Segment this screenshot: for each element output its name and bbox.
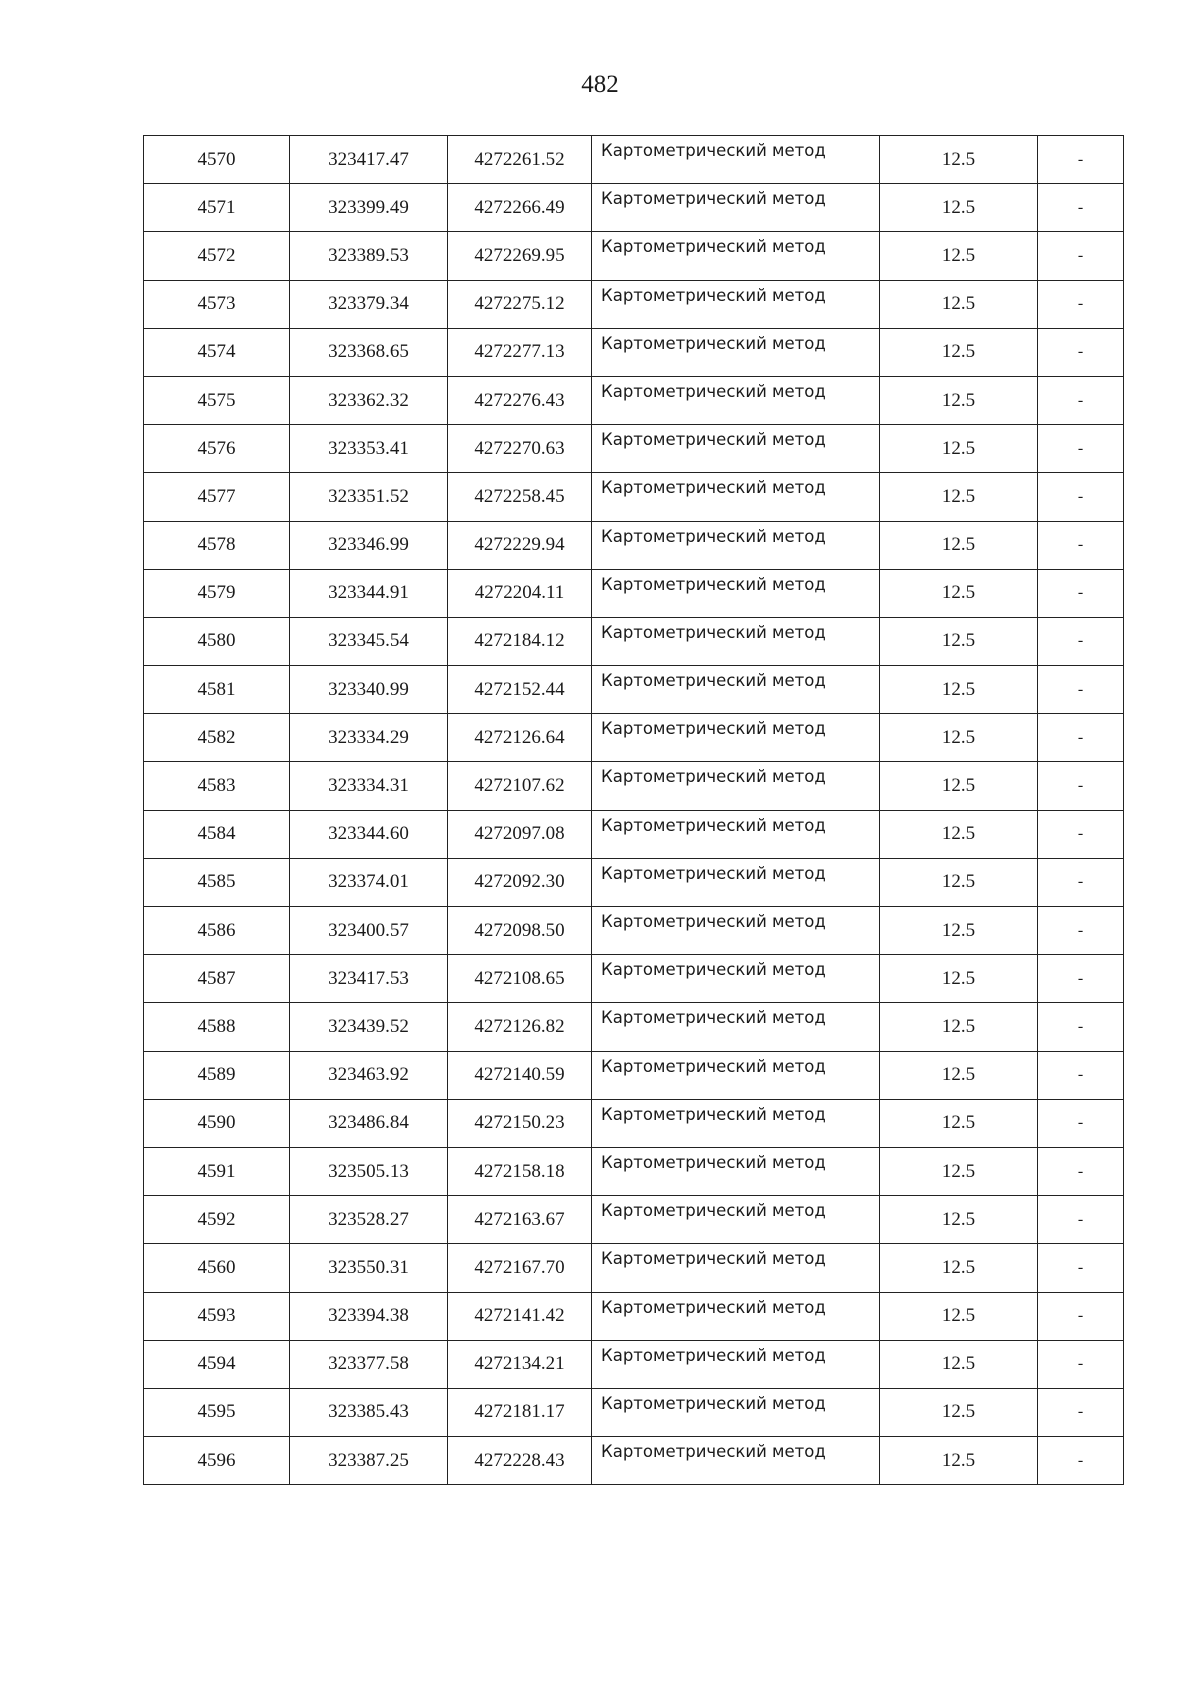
method-cell: Картометрический метод	[592, 1147, 880, 1195]
x-coordinate-cell: 323550.31	[290, 1244, 448, 1292]
x-coordinate-cell: 323417.47	[290, 136, 448, 184]
note-cell: -	[1038, 1437, 1124, 1485]
accuracy-cell: 12.5	[880, 810, 1038, 858]
accuracy-cell: 12.5	[880, 184, 1038, 232]
x-coordinate-cell: 323486.84	[290, 1099, 448, 1147]
note-cell: -	[1038, 1196, 1124, 1244]
method-cell: Картометрический метод	[592, 666, 880, 714]
point-number-cell: 4579	[144, 569, 290, 617]
x-coordinate-cell: 323377.58	[290, 1340, 448, 1388]
point-number-cell: 4571	[144, 184, 290, 232]
accuracy-cell: 12.5	[880, 1244, 1038, 1292]
y-coordinate-cell: 4272270.63	[448, 425, 592, 473]
x-coordinate-cell: 323463.92	[290, 1051, 448, 1099]
accuracy-cell: 12.5	[880, 328, 1038, 376]
y-coordinate-cell: 4272258.45	[448, 473, 592, 521]
table-row	[144, 1340, 1124, 1388]
accuracy-cell: 12.5	[880, 1099, 1038, 1147]
method-cell: Картометрический метод	[592, 714, 880, 762]
note-cell: -	[1038, 762, 1124, 810]
accuracy-cell: 12.5	[880, 762, 1038, 810]
accuracy-cell: 12.5	[880, 376, 1038, 424]
note-cell: -	[1038, 1003, 1124, 1051]
point-number-cell: 4596	[144, 1437, 290, 1485]
point-number-cell: 4592	[144, 1196, 290, 1244]
method-cell: Картометрический метод	[592, 1099, 880, 1147]
note-cell: -	[1038, 328, 1124, 376]
point-number-cell: 4590	[144, 1099, 290, 1147]
note-cell: -	[1038, 569, 1124, 617]
table-row	[144, 1292, 1124, 1340]
note-cell: -	[1038, 184, 1124, 232]
table-row	[144, 232, 1124, 280]
table-row	[144, 473, 1124, 521]
table-row	[144, 858, 1124, 906]
note-cell: -	[1038, 1292, 1124, 1340]
accuracy-cell: 12.5	[880, 136, 1038, 184]
accuracy-cell: 12.5	[880, 1051, 1038, 1099]
point-number-cell: 4570	[144, 136, 290, 184]
y-coordinate-cell: 4272108.65	[448, 955, 592, 1003]
y-coordinate-cell: 4272269.95	[448, 232, 592, 280]
note-cell: -	[1038, 1340, 1124, 1388]
method-cell: Картометрический метод	[592, 907, 880, 955]
table-row	[144, 955, 1124, 1003]
point-number-cell: 4578	[144, 521, 290, 569]
x-coordinate-cell: 323340.99	[290, 666, 448, 714]
point-number-cell: 4580	[144, 617, 290, 665]
table-row	[144, 1244, 1124, 1292]
accuracy-cell: 12.5	[880, 473, 1038, 521]
coordinates-table-body	[144, 136, 1124, 1485]
x-coordinate-cell: 323417.53	[290, 955, 448, 1003]
point-number-cell: 4589	[144, 1051, 290, 1099]
point-number-cell: 4572	[144, 232, 290, 280]
y-coordinate-cell: 4272261.52	[448, 136, 592, 184]
accuracy-cell: 12.5	[880, 280, 1038, 328]
method-cell: Картометрический метод	[592, 328, 880, 376]
table-row	[144, 1388, 1124, 1436]
y-coordinate-cell: 4272092.30	[448, 858, 592, 906]
note-cell: -	[1038, 714, 1124, 762]
note-cell: -	[1038, 376, 1124, 424]
accuracy-cell: 12.5	[880, 1003, 1038, 1051]
y-coordinate-cell: 4272167.70	[448, 1244, 592, 1292]
x-coordinate-cell: 323394.38	[290, 1292, 448, 1340]
accuracy-cell: 12.5	[880, 1437, 1038, 1485]
x-coordinate-cell: 323362.32	[290, 376, 448, 424]
x-coordinate-cell: 323389.53	[290, 232, 448, 280]
x-coordinate-cell: 323353.41	[290, 425, 448, 473]
table-row	[144, 714, 1124, 762]
y-coordinate-cell: 4272097.08	[448, 810, 592, 858]
table-row	[144, 1437, 1124, 1485]
x-coordinate-cell: 323344.60	[290, 810, 448, 858]
x-coordinate-cell: 323374.01	[290, 858, 448, 906]
y-coordinate-cell: 4272163.67	[448, 1196, 592, 1244]
note-cell: -	[1038, 1388, 1124, 1436]
method-cell: Картометрический метод	[592, 762, 880, 810]
table-row	[144, 810, 1124, 858]
y-coordinate-cell: 4272204.11	[448, 569, 592, 617]
accuracy-cell: 12.5	[880, 1147, 1038, 1195]
note-cell: -	[1038, 1147, 1124, 1195]
y-coordinate-cell: 4272275.12	[448, 280, 592, 328]
accuracy-cell: 12.5	[880, 955, 1038, 1003]
accuracy-cell: 12.5	[880, 617, 1038, 665]
method-cell: Картометрический метод	[592, 955, 880, 1003]
method-cell: Картометрический метод	[592, 569, 880, 617]
y-coordinate-cell: 4272158.18	[448, 1147, 592, 1195]
point-number-cell: 4595	[144, 1388, 290, 1436]
point-number-cell: 4574	[144, 328, 290, 376]
note-cell: -	[1038, 473, 1124, 521]
method-cell: Картометрический метод	[592, 1003, 880, 1051]
y-coordinate-cell: 4272184.12	[448, 617, 592, 665]
y-coordinate-cell: 4272276.43	[448, 376, 592, 424]
x-coordinate-cell: 323351.52	[290, 473, 448, 521]
point-number-cell: 4560	[144, 1244, 290, 1292]
method-cell: Картометрический метод	[592, 1051, 880, 1099]
x-coordinate-cell: 323385.43	[290, 1388, 448, 1436]
note-cell: -	[1038, 666, 1124, 714]
table-row	[144, 280, 1124, 328]
method-cell: Картометрический метод	[592, 376, 880, 424]
point-number-cell: 4576	[144, 425, 290, 473]
method-cell: Картометрический метод	[592, 425, 880, 473]
y-coordinate-cell: 4272181.17	[448, 1388, 592, 1436]
point-number-cell: 4582	[144, 714, 290, 762]
table-row	[144, 184, 1124, 232]
method-cell: Картометрический метод	[592, 184, 880, 232]
accuracy-cell: 12.5	[880, 1196, 1038, 1244]
y-coordinate-cell: 4272134.21	[448, 1340, 592, 1388]
x-coordinate-cell: 323379.34	[290, 280, 448, 328]
table-row	[144, 1147, 1124, 1195]
point-number-cell: 4584	[144, 810, 290, 858]
table-row	[144, 666, 1124, 714]
accuracy-cell: 12.5	[880, 1292, 1038, 1340]
method-cell: Картометрический метод	[592, 136, 880, 184]
note-cell: -	[1038, 232, 1124, 280]
method-cell: Картометрический метод	[592, 810, 880, 858]
table-row	[144, 617, 1124, 665]
point-number-cell: 4591	[144, 1147, 290, 1195]
x-coordinate-cell: 323344.91	[290, 569, 448, 617]
point-number-cell: 4577	[144, 473, 290, 521]
table-row	[144, 1003, 1124, 1051]
method-cell: Картометрический метод	[592, 1292, 880, 1340]
x-coordinate-cell: 323528.27	[290, 1196, 448, 1244]
table-row	[144, 521, 1124, 569]
accuracy-cell: 12.5	[880, 666, 1038, 714]
method-cell: Картометрический метод	[592, 1196, 880, 1244]
point-number-cell: 4573	[144, 280, 290, 328]
x-coordinate-cell: 323345.54	[290, 617, 448, 665]
note-cell: -	[1038, 1051, 1124, 1099]
accuracy-cell: 12.5	[880, 858, 1038, 906]
note-cell: -	[1038, 1099, 1124, 1147]
note-cell: -	[1038, 810, 1124, 858]
table-row	[144, 762, 1124, 810]
note-cell: -	[1038, 136, 1124, 184]
point-number-cell: 4575	[144, 376, 290, 424]
y-coordinate-cell: 4272126.64	[448, 714, 592, 762]
table-row	[144, 425, 1124, 473]
method-cell: Картометрический метод	[592, 232, 880, 280]
note-cell: -	[1038, 907, 1124, 955]
method-cell: Картометрический метод	[592, 858, 880, 906]
accuracy-cell: 12.5	[880, 1388, 1038, 1436]
point-number-cell: 4581	[144, 666, 290, 714]
table-row	[144, 328, 1124, 376]
point-number-cell: 4583	[144, 762, 290, 810]
point-number-cell: 4593	[144, 1292, 290, 1340]
x-coordinate-cell: 323368.65	[290, 328, 448, 376]
method-cell: Картометрический метод	[592, 1388, 880, 1436]
x-coordinate-cell: 323334.31	[290, 762, 448, 810]
x-coordinate-cell: 323334.29	[290, 714, 448, 762]
table-row	[144, 1051, 1124, 1099]
note-cell: -	[1038, 425, 1124, 473]
y-coordinate-cell: 4272107.62	[448, 762, 592, 810]
method-cell: Картометрический метод	[592, 1437, 880, 1485]
accuracy-cell: 12.5	[880, 425, 1038, 473]
y-coordinate-cell: 4272266.49	[448, 184, 592, 232]
method-cell: Картометрический метод	[592, 1244, 880, 1292]
y-coordinate-cell: 4272141.42	[448, 1292, 592, 1340]
point-number-cell: 4588	[144, 1003, 290, 1051]
point-number-cell: 4586	[144, 907, 290, 955]
accuracy-cell: 12.5	[880, 714, 1038, 762]
note-cell: -	[1038, 955, 1124, 1003]
x-coordinate-cell: 323387.25	[290, 1437, 448, 1485]
note-cell: -	[1038, 858, 1124, 906]
table-row	[144, 907, 1124, 955]
accuracy-cell: 12.5	[880, 569, 1038, 617]
x-coordinate-cell: 323346.99	[290, 521, 448, 569]
accuracy-cell: 12.5	[880, 521, 1038, 569]
point-number-cell: 4585	[144, 858, 290, 906]
method-cell: Картометрический метод	[592, 473, 880, 521]
table-row	[144, 136, 1124, 184]
method-cell: Картометрический метод	[592, 617, 880, 665]
y-coordinate-cell: 4272229.94	[448, 521, 592, 569]
x-coordinate-cell: 323505.13	[290, 1147, 448, 1195]
point-number-cell: 4587	[144, 955, 290, 1003]
y-coordinate-cell: 4272150.23	[448, 1099, 592, 1147]
note-cell: -	[1038, 1244, 1124, 1292]
y-coordinate-cell: 4272277.13	[448, 328, 592, 376]
method-cell: Картометрический метод	[592, 1340, 880, 1388]
x-coordinate-cell: 323400.57	[290, 907, 448, 955]
note-cell: -	[1038, 280, 1124, 328]
accuracy-cell: 12.5	[880, 1340, 1038, 1388]
x-coordinate-cell: 323439.52	[290, 1003, 448, 1051]
coordinates-table	[143, 135, 1124, 1485]
table-row	[144, 1099, 1124, 1147]
note-cell: -	[1038, 521, 1124, 569]
table-row	[144, 376, 1124, 424]
y-coordinate-cell: 4272228.43	[448, 1437, 592, 1485]
page-number: 482	[581, 71, 619, 98]
accuracy-cell: 12.5	[880, 232, 1038, 280]
note-cell: -	[1038, 617, 1124, 665]
y-coordinate-cell: 4272140.59	[448, 1051, 592, 1099]
table-row	[144, 1196, 1124, 1244]
point-number-cell: 4594	[144, 1340, 290, 1388]
table-row	[144, 569, 1124, 617]
accuracy-cell: 12.5	[880, 907, 1038, 955]
y-coordinate-cell: 4272126.82	[448, 1003, 592, 1051]
y-coordinate-cell: 4272152.44	[448, 666, 592, 714]
y-coordinate-cell: 4272098.50	[448, 907, 592, 955]
method-cell: Картометрический метод	[592, 521, 880, 569]
x-coordinate-cell: 323399.49	[290, 184, 448, 232]
method-cell: Картометрический метод	[592, 280, 880, 328]
